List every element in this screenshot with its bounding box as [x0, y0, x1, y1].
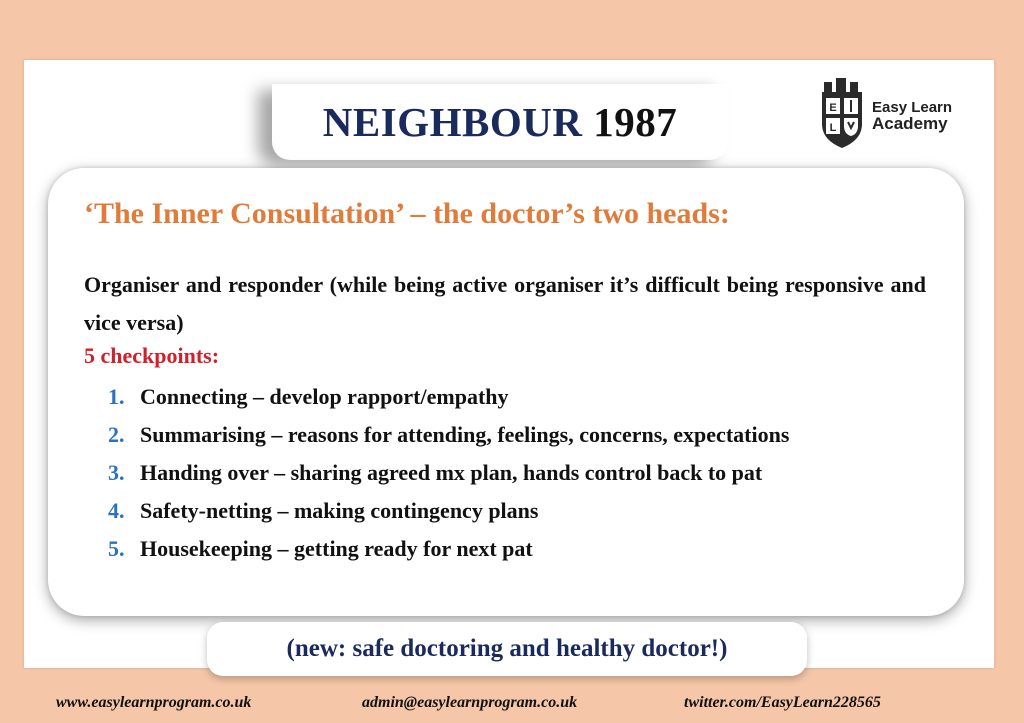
footer-note: (new: safe doctoring and healthy doctor!)	[286, 635, 728, 662]
website-link[interactable]: www.easylearnprogram.co.uk	[56, 694, 252, 711]
list-item-number: 5.	[108, 536, 125, 561]
title-main: NEIGHBOUR	[322, 99, 583, 145]
logo-letter-l: L	[829, 122, 837, 134]
list-item-number: 1.	[108, 384, 125, 409]
page-title	[323, 98, 677, 146]
intro-paragraph: Organiser and responder (while being active organiser it’s difficult being responsive and vice versa)	[84, 272, 926, 335]
list-item-number: 4.	[108, 498, 125, 523]
list-item-text: Handing over – sharing agreed mx plan, hands control back to pat	[140, 460, 763, 485]
title-box	[272, 84, 728, 160]
checkpoints-title: 5 checkpoints:	[84, 343, 220, 368]
email-link[interactable]: admin@easylearnprogram.co.uk	[362, 694, 578, 711]
list-item-number: 3.	[108, 460, 125, 485]
title-year: 1987	[593, 99, 678, 145]
logo-name-line2: Academy	[872, 114, 948, 133]
list-item	[108, 456, 928, 490]
list-item	[108, 418, 928, 452]
contact-bar	[0, 690, 1024, 718]
content-heading: ‘The Inner Consultation’ – the doctor’s two heads:	[84, 197, 730, 230]
list-item	[108, 532, 928, 566]
twitter-link[interactable]: twitter.com/EasyLearn228565	[684, 694, 881, 711]
list-item	[108, 380, 928, 414]
list-item	[108, 494, 928, 528]
list-item-text: Connecting – develop rapport/empathy	[140, 384, 509, 409]
list-item-text: Housekeeping – getting ready for next pat	[140, 536, 533, 561]
list-item-number: 2.	[108, 422, 125, 447]
logo-letter-e: E	[829, 102, 837, 114]
checkpoints-list	[108, 380, 928, 570]
logo-name-line1: Easy Learn	[872, 99, 953, 116]
logo-name	[872, 100, 952, 132]
list-item-text: Summarising – reasons for attending, feelings, concerns, expectations	[140, 422, 790, 447]
footer-note-pill	[207, 622, 807, 676]
list-item-text: Safety-netting – making contingency plans	[140, 498, 539, 523]
